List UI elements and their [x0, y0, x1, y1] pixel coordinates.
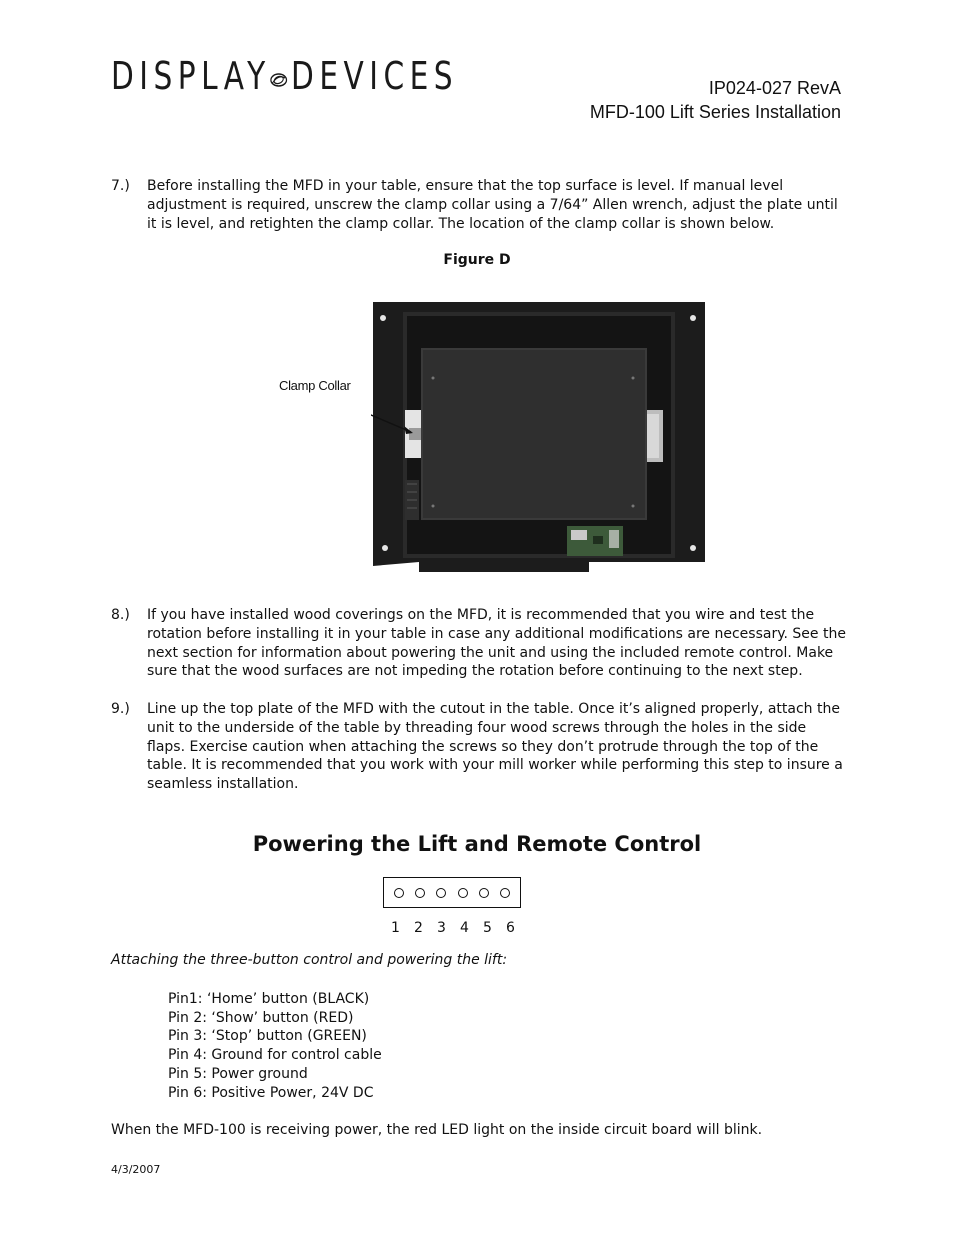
step-number: 7.)	[111, 178, 130, 194]
connector-diagram	[383, 877, 521, 908]
pin-number: 3	[437, 920, 446, 936]
mfd-top-view-photo	[371, 300, 707, 572]
document-header	[590, 76, 841, 124]
document-title: MFD-100 Lift Series Installation	[589, 102, 841, 122]
pin-assignment: Pin1: ‘Home’ button (BLACK)	[168, 991, 370, 1007]
pin-assignment: Pin 2: ‘Show’ button (RED)	[168, 1009, 354, 1026]
pin-assignment: Pin 4: Ground for control cable	[168, 1047, 382, 1064]
step-7	[111, 177, 846, 233]
step-9	[111, 700, 846, 794]
logo-swirl-icon	[269, 71, 288, 89]
pin-hole-1	[394, 888, 404, 898]
pin-number: 1	[391, 920, 400, 936]
pin-number: 2	[414, 920, 423, 936]
logo-text-display: DISPLAY	[111, 54, 271, 98]
footer-date: 4/3/2007	[111, 1163, 161, 1176]
company-logo	[111, 55, 458, 97]
pin-number: 4	[460, 920, 469, 936]
step-number: 9.)	[111, 701, 130, 717]
wiring-subtitle: Attaching the three-button control and powering the lift:	[111, 952, 508, 968]
step-number: 8.)	[111, 607, 130, 623]
pin-assignment: Pin 3: ‘Stop’ button (GREEN)	[168, 1028, 367, 1045]
pin-hole-5	[479, 888, 489, 898]
pin-assignment-list	[168, 990, 382, 1102]
pin-number: 6	[506, 920, 515, 936]
pin-number: 5	[483, 920, 492, 936]
section-title: Powering the Lift and Remote Control	[252, 832, 702, 856]
step-text: Before installing the MFD in your table, ensure that the top surface is level. If manual level adjustment is required, unscrew the clamp collar using a 7/64” Allen wrench, adjust the plate until it is level, and retighten the clamp collar. The location of the clamp collar is shown below.	[147, 178, 838, 232]
step-text: If you have installed wood coverings on the MFD, it is recommended that you wire and test the rotation before installing it in your table in case any additional modifications are necessary. See the next section for information about powering the unit and using the included remote control. Make sure that the wood surfaces are not impeding the rotation before continuing to the next step.	[147, 607, 846, 680]
step-8	[111, 606, 846, 681]
logo-text-devices: DEVICES	[291, 54, 459, 98]
pin-assignment: Pin 5: Power ground	[168, 1065, 308, 1082]
document-id: IP024-027 RevA	[708, 78, 841, 98]
clamp-collar-callout: Clamp Collar	[279, 378, 351, 393]
pin-assignment: Pin 6: Positive Power, 24V DC	[168, 1084, 374, 1101]
pin-hole-4	[458, 888, 468, 898]
power-note: When the MFD-100 is receiving power, the red LED light on the inside circuit board will blink.	[111, 1122, 763, 1138]
step-text: Line up the top plate of the MFD with the cutout in the table. Once it’s aligned properly, attach the unit to the underside of the table by threading four wood screws through the holes in the side flaps. Exercise caution when attaching the screws so they don’t protrude through the top of the table. It is recommended that you work with your mill worker while performing this step to insure a seamless installation.	[147, 701, 843, 793]
pin-number-row	[391, 920, 529, 936]
pin-hole-3	[436, 888, 446, 898]
pin-hole-2	[415, 888, 425, 898]
figure-caption: Figure D	[443, 252, 511, 268]
pin-hole-6	[500, 888, 510, 898]
